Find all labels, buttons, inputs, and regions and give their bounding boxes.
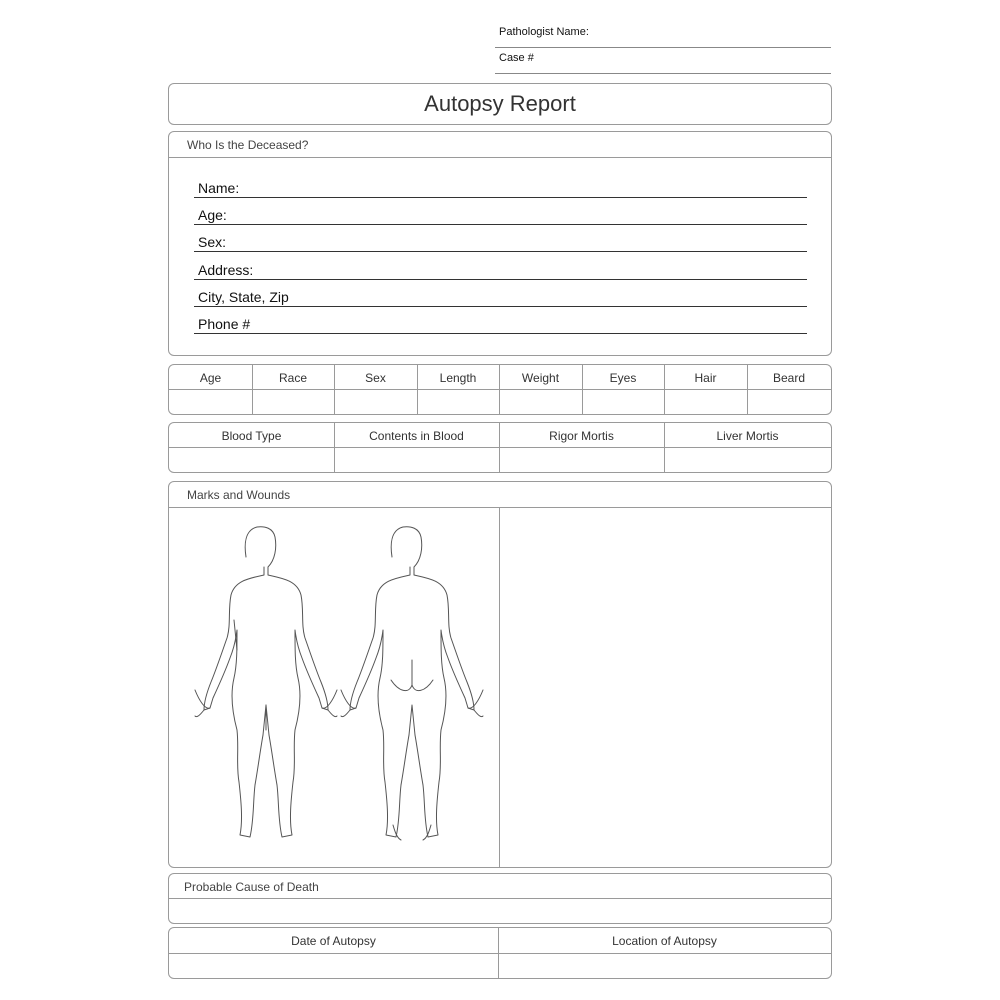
- cell-eyes[interactable]: [582, 390, 664, 414]
- pathologist-name-field[interactable]: [495, 26, 831, 48]
- marks-section-label: Marks and Wounds: [187, 488, 291, 502]
- header-blood-type: Blood Type: [221, 429, 282, 443]
- case-number-field[interactable]: [495, 52, 831, 74]
- cell-contents-in-blood[interactable]: [334, 448, 499, 472]
- cell-race[interactable]: [252, 390, 334, 414]
- header-contents-in-blood: Contents in Blood: [369, 429, 464, 443]
- header-weight: Weight: [521, 371, 560, 385]
- cell-location-of-autopsy[interactable]: [498, 954, 831, 978]
- cell-age[interactable]: [169, 390, 252, 414]
- city-state-zip-field-label: City, State, Zip: [198, 289, 289, 305]
- autopsy-table: [168, 927, 832, 979]
- cell-length[interactable]: [417, 390, 499, 414]
- cell-weight[interactable]: [499, 390, 582, 414]
- header-beard: Beard: [772, 371, 806, 385]
- header-rigor-mortis: Rigor Mortis: [549, 429, 614, 443]
- section-divider: [169, 157, 831, 158]
- cell-liver-mortis[interactable]: [664, 448, 831, 472]
- header-sex: Sex: [365, 371, 386, 385]
- sex-field[interactable]: [194, 225, 807, 252]
- header-age: Age: [199, 371, 222, 385]
- case-number-label: Case #: [499, 52, 534, 64]
- cause-field[interactable]: [169, 899, 831, 923]
- deceased-section-label: Who Is the Deceased?: [187, 138, 309, 152]
- age-field[interactable]: [194, 198, 807, 225]
- age-field-label: Age:: [198, 207, 227, 223]
- cell-blood-type[interactable]: [169, 448, 334, 472]
- phone-field-label: Phone #: [198, 316, 251, 332]
- body-front-icon: [195, 527, 337, 837]
- pathologist-name-label: Pathologist Name:: [499, 26, 589, 38]
- name-field-label: Name:: [198, 180, 240, 196]
- address-field-label: Address:: [198, 262, 254, 278]
- cell-date-of-autopsy[interactable]: [169, 954, 498, 978]
- cause-section: [168, 873, 832, 924]
- name-field[interactable]: [194, 171, 807, 198]
- header-liver-mortis: Liver Mortis: [716, 429, 779, 443]
- page-title: Autopsy Report: [424, 91, 576, 116]
- body-back-icon: [341, 527, 483, 840]
- marks-notes-area[interactable]: [500, 508, 831, 867]
- physical-table: [168, 364, 832, 415]
- phone-field[interactable]: [194, 307, 807, 334]
- cell-rigor-mortis[interactable]: [499, 448, 664, 472]
- cell-beard[interactable]: [747, 390, 831, 414]
- header-race: Race: [278, 371, 307, 385]
- cause-section-label: Probable Cause of Death: [184, 880, 319, 894]
- header-eyes: Eyes: [609, 371, 637, 385]
- blood-table: [168, 422, 832, 473]
- cell-hair[interactable]: [664, 390, 747, 414]
- header-location-of-autopsy: Location of Autopsy: [612, 934, 717, 948]
- sex-field-label: Sex:: [198, 234, 227, 250]
- city-state-zip-field[interactable]: [194, 280, 807, 307]
- header-hair: Hair: [694, 371, 717, 385]
- header-date-of-autopsy: Date of Autopsy: [291, 934, 376, 948]
- header-length: Length: [439, 371, 477, 385]
- body-diagram: [185, 520, 485, 850]
- cell-sex[interactable]: [334, 390, 417, 414]
- title-box: [168, 83, 832, 125]
- address-field[interactable]: [194, 253, 807, 280]
